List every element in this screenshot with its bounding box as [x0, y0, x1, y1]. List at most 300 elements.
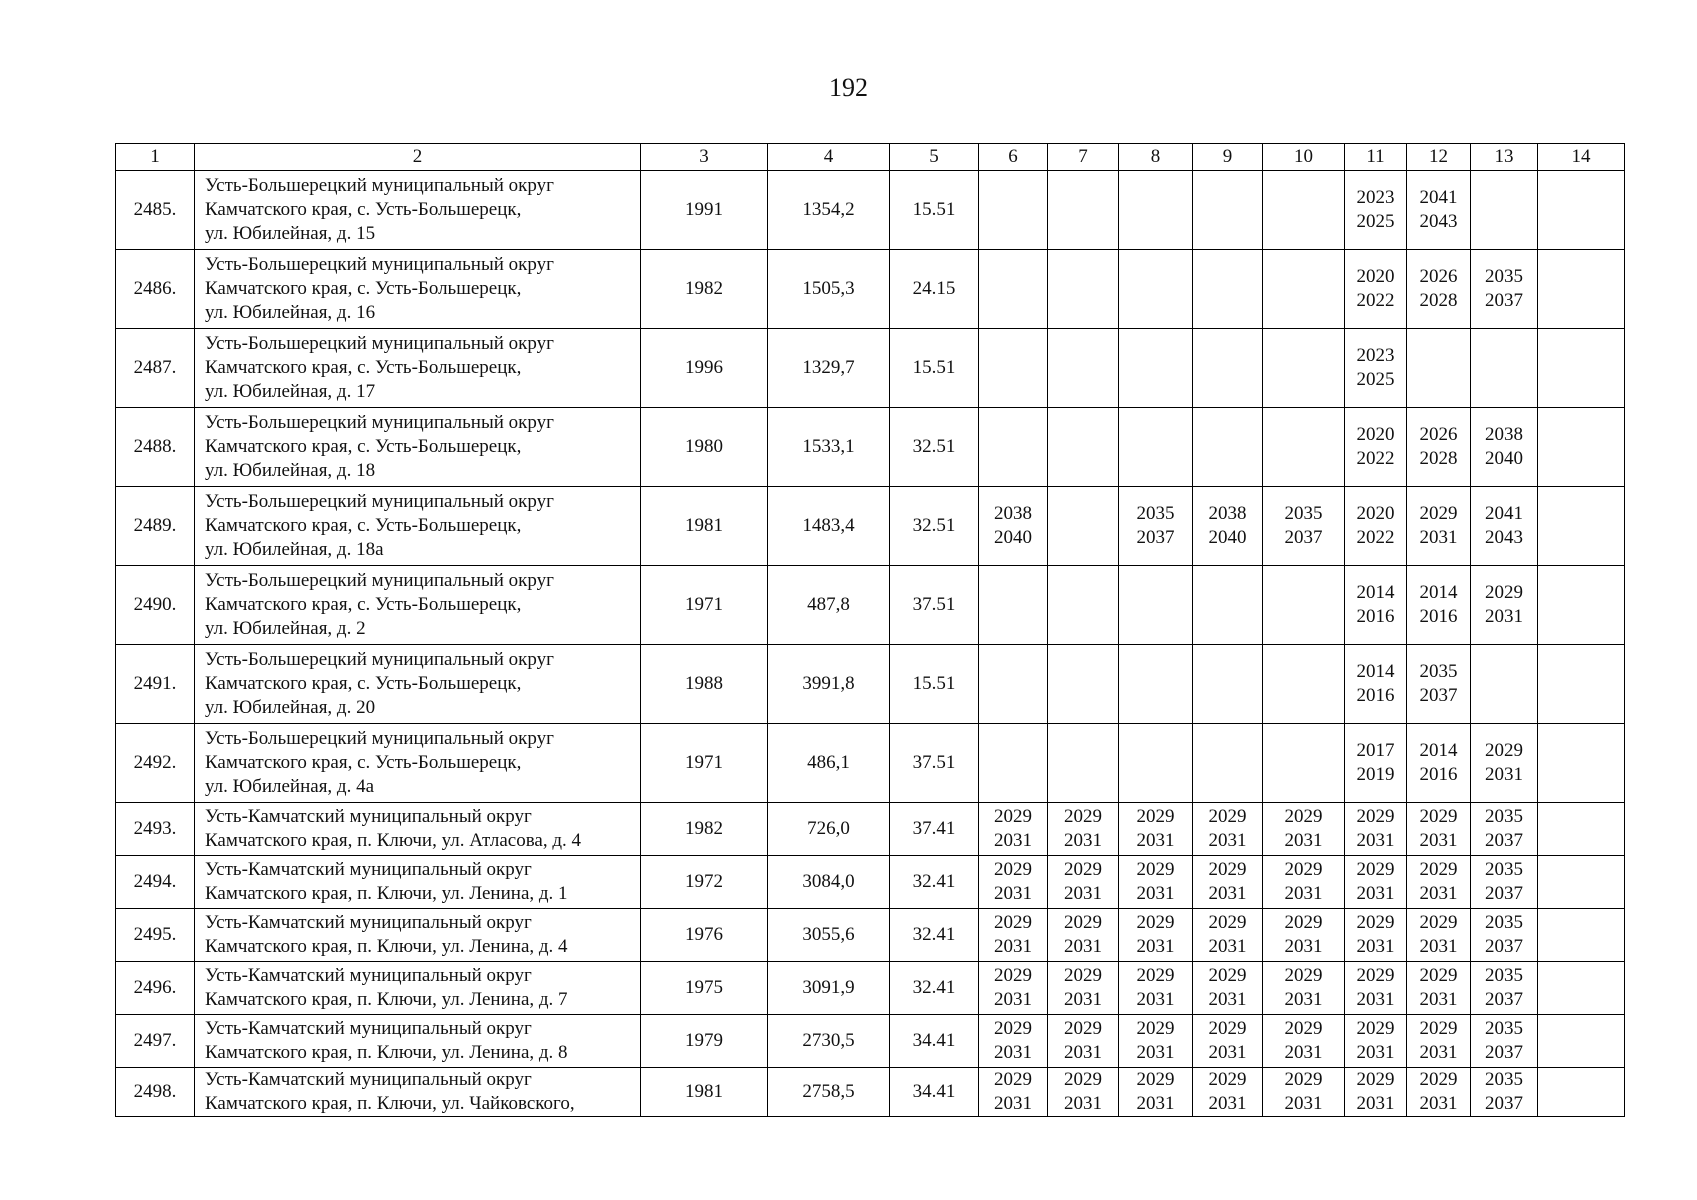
work-period-cell-8	[1119, 909, 1193, 962]
period-year: 2028	[1419, 290, 1458, 311]
work-period-cell-6	[979, 1068, 1048, 1117]
table-row	[116, 724, 1625, 803]
work-period-cell-9	[1193, 1068, 1263, 1117]
address-line: Усть-Камчатский муниципальный округ	[205, 806, 532, 827]
area-cell: 3991,8	[768, 645, 890, 724]
work-period-cell-9	[1193, 250, 1263, 329]
period-year: 2029	[1136, 859, 1175, 880]
period-year: 2035	[1485, 859, 1523, 880]
work-period-cell-11	[1345, 171, 1407, 250]
work-period-cell-7	[1048, 909, 1119, 962]
work-period-cell-10	[1263, 1015, 1345, 1068]
period-year: 2029	[1419, 503, 1458, 524]
period-year: 2031	[1356, 830, 1395, 851]
table-row	[116, 566, 1625, 645]
work-period-cell-9	[1193, 962, 1263, 1015]
year-built-cell: 1996	[641, 329, 768, 408]
address-cell	[195, 1068, 641, 1117]
work-period-cell-8	[1119, 329, 1193, 408]
table-row	[116, 1015, 1625, 1068]
work-period-cell-10	[1263, 171, 1345, 250]
address-line: ул. Юбилейная, д. 16	[205, 302, 376, 323]
period-year: 2031	[1356, 989, 1395, 1010]
row-number-cell: 2486.	[116, 250, 195, 329]
address-line: Усть-Большерецкий муниципальный округ	[205, 728, 554, 749]
period-year: 2031	[1064, 989, 1102, 1010]
period-year: 2029	[1208, 859, 1247, 880]
period-year: 2038	[1208, 503, 1247, 524]
period-year: 2035	[1284, 503, 1323, 524]
work-period-cell-6	[979, 909, 1048, 962]
table-row	[116, 250, 1625, 329]
address-line: Камчатского края, п. Ключи, ул. Ленина, д. 4	[205, 936, 568, 957]
work-period-cell-11	[1345, 724, 1407, 803]
work-period-cell-13	[1471, 329, 1538, 408]
work-period-cell-10	[1263, 329, 1345, 408]
work-period-cell-10	[1263, 645, 1345, 724]
work-period-cell-13	[1471, 408, 1538, 487]
period-year: 2022	[1356, 527, 1395, 548]
period-year: 2029	[1356, 806, 1395, 827]
work-period-cell-11	[1345, 250, 1407, 329]
work-period-cell-14	[1538, 724, 1625, 803]
period-year: 2029	[1284, 806, 1323, 827]
area-cell: 1354,2	[768, 171, 890, 250]
year-built-cell: 1991	[641, 171, 768, 250]
period-year: 2031	[1356, 1093, 1395, 1114]
period-year: 2037	[1485, 936, 1523, 957]
period-year: 2031	[1136, 830, 1175, 851]
period-year: 2031	[1136, 989, 1175, 1010]
column-header-1: 1	[116, 144, 195, 171]
period-year: 2031	[994, 830, 1032, 851]
area-cell: 1533,1	[768, 408, 890, 487]
period-year: 2031	[1208, 989, 1247, 1010]
address-line: Усть-Большерецкий муниципальный округ	[205, 333, 554, 354]
wear-cell: 37.51	[890, 566, 979, 645]
period-year: 2029	[1419, 1018, 1458, 1039]
period-year: 2031	[1284, 936, 1323, 957]
table-row	[116, 645, 1625, 724]
work-period-cell-11	[1345, 1015, 1407, 1068]
period-year: 2031	[994, 989, 1032, 1010]
period-year: 2037	[1485, 830, 1523, 851]
address-line: ул. Юбилейная, д. 17	[205, 381, 376, 402]
address-line: Усть-Камчатский муниципальный округ	[205, 859, 532, 880]
period-year: 2029	[1064, 859, 1102, 880]
period-year: 2029	[1419, 806, 1458, 827]
period-year: 2029	[1064, 1069, 1102, 1090]
period-year: 2037	[1419, 685, 1458, 706]
address-cell	[195, 566, 641, 645]
period-year: 2029	[1356, 1069, 1395, 1090]
period-year: 2029	[1064, 912, 1102, 933]
address-line: Камчатского края, с. Усть-Большерецк,	[205, 673, 522, 694]
period-year: 2014	[1356, 582, 1395, 603]
year-built-cell: 1982	[641, 803, 768, 856]
period-year: 2029	[1136, 1018, 1175, 1039]
period-year: 2014	[1356, 661, 1395, 682]
work-period-cell-10	[1263, 962, 1345, 1015]
work-period-cell-13	[1471, 1015, 1538, 1068]
work-period-cell-10	[1263, 856, 1345, 909]
period-year: 2029	[1284, 1018, 1323, 1039]
work-period-cell-10	[1263, 724, 1345, 803]
work-period-cell-11	[1345, 803, 1407, 856]
period-year: 2029	[1419, 859, 1458, 880]
work-period-cell-6	[979, 1015, 1048, 1068]
period-year: 2017	[1356, 740, 1395, 761]
address-line: Камчатского края, с. Усть-Большерецк,	[205, 436, 522, 457]
row-number-cell: 2487.	[116, 329, 195, 408]
column-header-9: 9	[1193, 144, 1263, 171]
table-row	[116, 171, 1625, 250]
address-line: Усть-Большерецкий муниципальный округ	[205, 175, 554, 196]
period-year: 2028	[1419, 448, 1458, 469]
work-period-cell-10	[1263, 803, 1345, 856]
work-period-cell-6	[979, 803, 1048, 856]
period-year: 2031	[1419, 883, 1458, 904]
row-number-cell: 2493.	[116, 803, 195, 856]
work-period-cell-14	[1538, 329, 1625, 408]
period-year: 2038	[1485, 424, 1523, 445]
work-period-cell-12	[1407, 803, 1471, 856]
period-year: 2043	[1419, 211, 1458, 232]
work-period-cell-6	[979, 645, 1048, 724]
period-year: 2029	[1208, 806, 1247, 827]
period-year: 2029	[994, 806, 1032, 827]
address-cell	[195, 724, 641, 803]
period-year: 2029	[1284, 859, 1323, 880]
area-cell: 3091,9	[768, 962, 890, 1015]
period-year: 2043	[1485, 527, 1523, 548]
work-period-cell-8	[1119, 645, 1193, 724]
period-year: 2035	[1485, 1069, 1523, 1090]
period-year: 2029	[1356, 912, 1395, 933]
address-line: Камчатского края, п. Ключи, ул. Ленина, д. 8	[205, 1042, 568, 1063]
area-cell: 1483,4	[768, 487, 890, 566]
address-line: Усть-Камчатский муниципальный округ	[205, 1018, 532, 1039]
period-year: 2029	[1284, 1069, 1323, 1090]
address-line: ул. Юбилейная, д. 4а	[205, 776, 375, 797]
period-year: 2037	[1485, 1042, 1523, 1063]
period-year: 2029	[1419, 965, 1458, 986]
period-year: 2014	[1419, 740, 1458, 761]
period-year: 2040	[1208, 527, 1247, 548]
work-period-cell-9	[1193, 645, 1263, 724]
area-cell: 3055,6	[768, 909, 890, 962]
wear-cell: 32.41	[890, 856, 979, 909]
table-row	[116, 909, 1625, 962]
wear-cell: 37.41	[890, 803, 979, 856]
work-period-cell-14	[1538, 171, 1625, 250]
column-header-12: 12	[1407, 144, 1471, 171]
work-period-cell-11	[1345, 487, 1407, 566]
column-header-11: 11	[1345, 144, 1407, 171]
period-year: 2031	[1284, 1042, 1323, 1063]
period-year: 2019	[1356, 764, 1395, 785]
period-year: 2031	[1064, 830, 1102, 851]
work-period-cell-10	[1263, 250, 1345, 329]
work-period-cell-14	[1538, 856, 1625, 909]
period-year: 2031	[1208, 830, 1247, 851]
period-year: 2031	[1136, 936, 1175, 957]
work-period-cell-6	[979, 250, 1048, 329]
work-period-cell-6	[979, 487, 1048, 566]
period-year: 2029	[1064, 965, 1102, 986]
address-cell	[195, 856, 641, 909]
work-period-cell-6	[979, 329, 1048, 408]
column-header-10: 10	[1263, 144, 1345, 171]
housing-schedule-table	[115, 143, 1625, 1117]
table-row	[116, 962, 1625, 1015]
row-number-cell: 2485.	[116, 171, 195, 250]
year-built-cell: 1976	[641, 909, 768, 962]
period-year: 2035	[1485, 965, 1523, 986]
period-year: 2035	[1485, 806, 1523, 827]
work-period-cell-14	[1538, 408, 1625, 487]
address-line: ул. Юбилейная, д. 18	[205, 460, 376, 481]
work-period-cell-10	[1263, 1068, 1345, 1117]
column-header-7: 7	[1048, 144, 1119, 171]
work-period-cell-6	[979, 962, 1048, 1015]
period-year: 2031	[1136, 883, 1175, 904]
row-number-cell: 2492.	[116, 724, 195, 803]
row-number-cell: 2495.	[116, 909, 195, 962]
work-period-cell-7	[1048, 724, 1119, 803]
period-year: 2031	[1419, 936, 1458, 957]
period-year: 2016	[1356, 685, 1395, 706]
table-row	[116, 856, 1625, 909]
period-year: 2029	[1208, 1069, 1247, 1090]
period-year: 2029	[1208, 1018, 1247, 1039]
work-period-cell-13	[1471, 250, 1538, 329]
work-period-cell-14	[1538, 962, 1625, 1015]
table-row	[116, 487, 1625, 566]
period-year: 2031	[1208, 1093, 1247, 1114]
year-built-cell: 1988	[641, 645, 768, 724]
work-period-cell-10	[1263, 408, 1345, 487]
period-year: 2041	[1485, 503, 1523, 524]
period-year: 2029	[1136, 912, 1175, 933]
work-period-cell-11	[1345, 856, 1407, 909]
work-period-cell-12	[1407, 487, 1471, 566]
work-period-cell-7	[1048, 329, 1119, 408]
address-line: Усть-Большерецкий муниципальный округ	[205, 254, 554, 275]
year-built-cell: 1971	[641, 724, 768, 803]
address-line: Камчатского края, п. Ключи, ул. Атласова, д. 4	[205, 830, 582, 851]
work-period-cell-8	[1119, 566, 1193, 645]
period-year: 2035	[1485, 912, 1523, 933]
period-year: 2029	[1419, 912, 1458, 933]
work-period-cell-12	[1407, 856, 1471, 909]
period-year: 2035	[1485, 1018, 1523, 1039]
work-period-cell-12	[1407, 408, 1471, 487]
work-period-cell-8	[1119, 171, 1193, 250]
address-cell	[195, 250, 641, 329]
work-period-cell-9	[1193, 566, 1263, 645]
period-year: 2037	[1485, 290, 1523, 311]
period-year: 2035	[1485, 266, 1523, 287]
work-period-cell-7	[1048, 171, 1119, 250]
period-year: 2031	[1419, 1093, 1458, 1114]
table-row	[116, 803, 1625, 856]
area-cell: 487,8	[768, 566, 890, 645]
column-header-8: 8	[1119, 144, 1193, 171]
period-year: 2029	[1356, 965, 1395, 986]
work-period-cell-14	[1538, 645, 1625, 724]
period-year: 2029	[1208, 912, 1247, 933]
work-period-cell-12	[1407, 962, 1471, 1015]
work-period-cell-14	[1538, 803, 1625, 856]
period-year: 2029	[1064, 806, 1102, 827]
work-period-cell-9	[1193, 724, 1263, 803]
work-period-cell-6	[979, 724, 1048, 803]
period-year: 2031	[1485, 606, 1523, 627]
year-built-cell: 1971	[641, 566, 768, 645]
work-period-cell-13	[1471, 566, 1538, 645]
work-period-cell-9	[1193, 1015, 1263, 1068]
period-year: 2029	[1485, 740, 1523, 761]
work-period-cell-7	[1048, 856, 1119, 909]
period-year: 2037	[1485, 989, 1523, 1010]
period-year: 2029	[1136, 965, 1175, 986]
period-year: 2029	[1284, 912, 1323, 933]
work-period-cell-6	[979, 566, 1048, 645]
period-year: 2038	[994, 503, 1032, 524]
column-header-14: 14	[1538, 144, 1625, 171]
work-period-cell-8	[1119, 803, 1193, 856]
period-year: 2031	[1064, 936, 1102, 957]
work-period-cell-9	[1193, 408, 1263, 487]
address-line: Камчатского края, п. Ключи, ул. Ленина, д. 7	[205, 989, 568, 1010]
period-year: 2029	[994, 912, 1032, 933]
year-built-cell: 1972	[641, 856, 768, 909]
header-row	[116, 144, 1625, 171]
address-line: Усть-Большерецкий муниципальный округ	[205, 412, 554, 433]
period-year: 2026	[1419, 266, 1458, 287]
row-number-cell: 2497.	[116, 1015, 195, 1068]
period-year: 2031	[1284, 989, 1323, 1010]
area-cell: 2730,5	[768, 1015, 890, 1068]
work-period-cell-14	[1538, 566, 1625, 645]
work-period-cell-11	[1345, 962, 1407, 1015]
address-line: Камчатского края, с. Усть-Большерецк,	[205, 752, 522, 773]
work-period-cell-7	[1048, 250, 1119, 329]
column-header-13: 13	[1471, 144, 1538, 171]
area-cell: 1505,3	[768, 250, 890, 329]
period-year: 2029	[1356, 1018, 1395, 1039]
period-year: 2031	[1284, 883, 1323, 904]
address-line: Камчатского края, п. Ключи, ул. Чайковского,	[205, 1093, 575, 1114]
period-year: 2040	[994, 527, 1032, 548]
year-built-cell: 1981	[641, 1068, 768, 1117]
work-period-cell-8	[1119, 487, 1193, 566]
work-period-cell-9	[1193, 487, 1263, 566]
period-year: 2031	[994, 1093, 1032, 1114]
area-cell: 1329,7	[768, 329, 890, 408]
period-year: 2031	[1419, 1042, 1458, 1063]
work-period-cell-10	[1263, 566, 1345, 645]
period-year: 2022	[1356, 448, 1395, 469]
work-period-cell-13	[1471, 645, 1538, 724]
wear-cell: 32.51	[890, 408, 979, 487]
wear-cell: 34.41	[890, 1015, 979, 1068]
period-year: 2020	[1356, 266, 1395, 287]
year-built-cell: 1975	[641, 962, 768, 1015]
table-row	[116, 329, 1625, 408]
address-line: Усть-Большерецкий муниципальный округ	[205, 649, 554, 670]
address-cell	[195, 909, 641, 962]
address-cell	[195, 1015, 641, 1068]
period-year: 2031	[1064, 883, 1102, 904]
row-number-cell: 2498.	[116, 1068, 195, 1117]
work-period-cell-8	[1119, 250, 1193, 329]
work-period-cell-12	[1407, 566, 1471, 645]
wear-cell: 15.51	[890, 171, 979, 250]
period-year: 2031	[1064, 1042, 1102, 1063]
period-year: 2029	[1419, 1069, 1458, 1090]
address-line: Усть-Камчатский муниципальный округ	[205, 965, 532, 986]
work-period-cell-12	[1407, 724, 1471, 803]
year-built-cell: 1982	[641, 250, 768, 329]
period-year: 2016	[1419, 606, 1458, 627]
wear-cell: 32.41	[890, 962, 979, 1015]
work-period-cell-8	[1119, 408, 1193, 487]
row-number-cell: 2490.	[116, 566, 195, 645]
table-row	[116, 1068, 1625, 1117]
work-period-cell-6	[979, 856, 1048, 909]
area-cell: 486,1	[768, 724, 890, 803]
address-line: Усть-Камчатский муниципальный округ	[205, 1069, 532, 1090]
period-year: 2031	[1136, 1093, 1175, 1114]
period-year: 2031	[1064, 1093, 1102, 1114]
address-cell	[195, 408, 641, 487]
period-year: 2016	[1419, 764, 1458, 785]
wear-cell: 32.51	[890, 487, 979, 566]
year-built-cell: 1981	[641, 487, 768, 566]
period-year: 2031	[1419, 527, 1458, 548]
work-period-cell-9	[1193, 171, 1263, 250]
row-number-cell: 2488.	[116, 408, 195, 487]
address-line: Камчатского края, п. Ключи, ул. Ленина, д. 1	[205, 883, 568, 904]
work-period-cell-11	[1345, 909, 1407, 962]
work-period-cell-14	[1538, 1015, 1625, 1068]
work-period-cell-12	[1407, 329, 1471, 408]
work-period-cell-11	[1345, 645, 1407, 724]
period-year: 2029	[1284, 965, 1323, 986]
work-period-cell-12	[1407, 250, 1471, 329]
period-year: 2029	[1064, 1018, 1102, 1039]
work-period-cell-13	[1471, 1068, 1538, 1117]
work-period-cell-11	[1345, 329, 1407, 408]
work-period-cell-13	[1471, 487, 1538, 566]
period-year: 2029	[994, 965, 1032, 986]
period-year: 2026	[1419, 424, 1458, 445]
column-header-6: 6	[979, 144, 1048, 171]
period-year: 2014	[1419, 582, 1458, 603]
area-cell: 726,0	[768, 803, 890, 856]
work-period-cell-14	[1538, 1068, 1625, 1117]
work-period-cell-11	[1345, 408, 1407, 487]
period-year: 2037	[1284, 527, 1323, 548]
address-cell	[195, 803, 641, 856]
work-period-cell-7	[1048, 487, 1119, 566]
year-built-cell: 1980	[641, 408, 768, 487]
work-period-cell-13	[1471, 803, 1538, 856]
period-year: 2029	[994, 859, 1032, 880]
column-header-5: 5	[890, 144, 979, 171]
